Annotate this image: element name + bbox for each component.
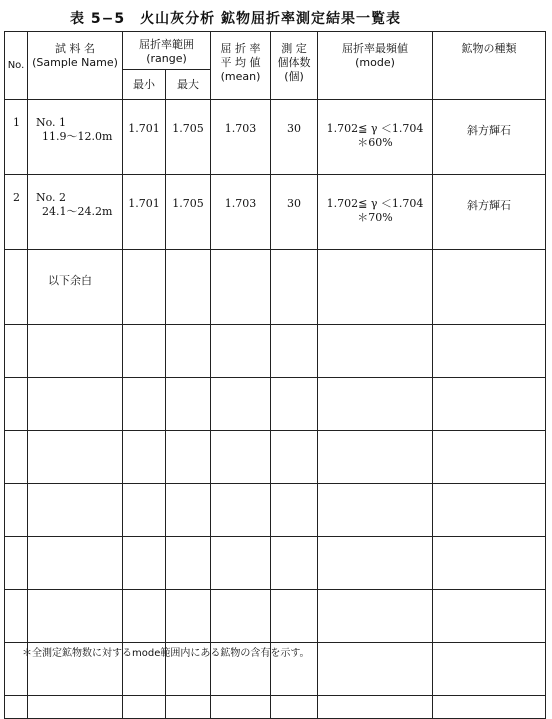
empty-cell — [166, 250, 211, 325]
empty-cell — [166, 325, 211, 378]
empty-cell — [433, 484, 546, 537]
cell-remainder-note: 以下余白 — [28, 250, 123, 325]
table-row-empty — [5, 378, 546, 431]
empty-cell — [271, 696, 318, 719]
empty-cell — [166, 484, 211, 537]
cell-mode-percent: ＊70% — [357, 211, 393, 224]
table-row-empty — [5, 590, 546, 643]
header-mean — [211, 32, 271, 100]
empty-cell — [5, 537, 28, 590]
cell-mean: 1.703 — [211, 175, 271, 250]
empty-cell — [28, 484, 123, 537]
header-mean-l2: 平 均 値 — [220, 56, 261, 69]
empty-cell — [318, 696, 433, 719]
results-table — [4, 31, 546, 719]
header-count-l1: 測 定 — [281, 42, 307, 55]
empty-cell — [318, 537, 433, 590]
empty-cell — [211, 696, 271, 719]
table-row — [5, 100, 546, 175]
cell-range-max: 1.705 — [166, 100, 211, 175]
empty-cell — [28, 431, 123, 484]
header-count — [271, 32, 318, 100]
cell-mode-range: 1.702≦ γ ＜1.704 — [326, 122, 424, 135]
empty-cell — [211, 378, 271, 431]
empty-cell — [318, 484, 433, 537]
header-mode — [318, 32, 433, 100]
empty-cell — [211, 484, 271, 537]
cell-count: 30 — [271, 175, 318, 250]
table-row-note — [5, 250, 546, 325]
empty-cell — [271, 590, 318, 643]
header-range-jp: 屈折率範囲 — [139, 38, 194, 51]
header-sample-name — [28, 32, 123, 100]
empty-cell — [28, 325, 123, 378]
header-range-min: 最小 — [123, 70, 166, 100]
empty-cell — [433, 325, 546, 378]
table-row — [5, 175, 546, 250]
page-title: 表 5−5 火山灰分析 鉱物屈折率測定結果一覧表 — [70, 11, 401, 27]
empty-cell — [28, 537, 123, 590]
cell-range-min: 1.701 — [123, 175, 166, 250]
empty-cell — [28, 378, 123, 431]
header-sample-name-en: (Sample Name) — [32, 56, 118, 69]
cell-range-max: 1.705 — [166, 175, 211, 250]
cell-mode-range: 1.702≦ γ ＜1.704 — [326, 197, 424, 210]
cell-sample-depth: 11.9〜12.0m — [42, 130, 113, 143]
cell-no: 1 — [5, 100, 28, 175]
header-mode-en: (mode) — [355, 56, 395, 69]
cell-mineral: 斜方輝石 — [433, 175, 546, 250]
cell-mean: 1.703 — [211, 100, 271, 175]
table-row-empty — [5, 484, 546, 537]
empty-cell — [123, 325, 166, 378]
header-no: No. — [5, 32, 28, 100]
empty-cell — [166, 696, 211, 719]
cell-no: 2 — [5, 175, 28, 250]
cell-mineral: 斜方輝石 — [433, 100, 546, 175]
table-row-empty — [5, 696, 546, 719]
empty-cell — [5, 431, 28, 484]
header-mineral: 鉱物の種類 — [433, 32, 546, 100]
empty-cell — [123, 378, 166, 431]
table-row-empty — [5, 325, 546, 378]
header-count-l3: (個) — [284, 70, 304, 83]
empty-cell — [271, 378, 318, 431]
empty-cell — [433, 250, 546, 325]
empty-cell — [318, 431, 433, 484]
cell-mode — [318, 175, 433, 250]
empty-cell — [5, 378, 28, 431]
header-mean-l1: 屈 折 率 — [220, 42, 261, 55]
header-range-max: 最大 — [166, 70, 211, 100]
empty-cell — [271, 250, 318, 325]
empty-cell — [433, 537, 546, 590]
empty-cell — [433, 696, 546, 719]
cell-sample-name — [28, 175, 123, 250]
empty-cell — [433, 378, 546, 431]
cell-sample-name — [28, 100, 123, 175]
empty-cell — [211, 325, 271, 378]
cell-sample-depth: 24.1〜24.2m — [42, 205, 113, 218]
empty-cell — [318, 250, 433, 325]
empty-cell — [271, 537, 318, 590]
empty-cell — [5, 590, 28, 643]
empty-cell — [28, 696, 123, 719]
empty-cell — [123, 484, 166, 537]
empty-cell — [318, 590, 433, 643]
empty-cell — [123, 537, 166, 590]
empty-cell — [271, 431, 318, 484]
table-row-empty — [5, 431, 546, 484]
cell-mode-percent: ＊60% — [357, 136, 393, 149]
empty-cell — [5, 696, 28, 719]
cell-count: 30 — [271, 100, 318, 175]
empty-cell — [211, 431, 271, 484]
empty-cell — [433, 643, 546, 696]
empty-cell — [123, 590, 166, 643]
empty-cell — [28, 590, 123, 643]
empty-cell — [123, 250, 166, 325]
empty-cell — [123, 431, 166, 484]
footnote: ＊全測定鉱物数に対するmode範囲内にある鉱物の含有を示す。 — [22, 648, 310, 659]
empty-cell — [318, 643, 433, 696]
header-mean-l3: (mean) — [220, 70, 261, 83]
header-range-en: (range) — [146, 52, 187, 65]
empty-cell — [166, 378, 211, 431]
empty-cell — [166, 431, 211, 484]
header-mode-jp: 屈折率最頻値 — [342, 42, 408, 55]
empty-cell — [318, 378, 433, 431]
table-row-empty — [5, 537, 546, 590]
empty-cell — [318, 325, 433, 378]
empty-cell — [5, 250, 28, 325]
header-count-l2: 個体数 — [277, 56, 311, 69]
empty-cell — [271, 325, 318, 378]
empty-cell — [433, 431, 546, 484]
header-sample-name-jp: 試 料 名 — [55, 42, 95, 55]
empty-cell — [211, 590, 271, 643]
empty-cell — [5, 325, 28, 378]
cell-range-min: 1.701 — [123, 100, 166, 175]
cell-sample-label: No. 2 — [36, 191, 67, 204]
empty-cell — [211, 250, 271, 325]
cell-mode — [318, 100, 433, 175]
header-range — [123, 32, 211, 70]
empty-cell — [5, 484, 28, 537]
empty-cell — [211, 537, 271, 590]
cell-sample-label: No. 1 — [36, 116, 67, 129]
empty-cell — [166, 590, 211, 643]
header-row — [5, 32, 546, 70]
empty-cell — [123, 696, 166, 719]
empty-cell — [271, 484, 318, 537]
empty-cell — [166, 537, 211, 590]
empty-cell — [433, 590, 546, 643]
